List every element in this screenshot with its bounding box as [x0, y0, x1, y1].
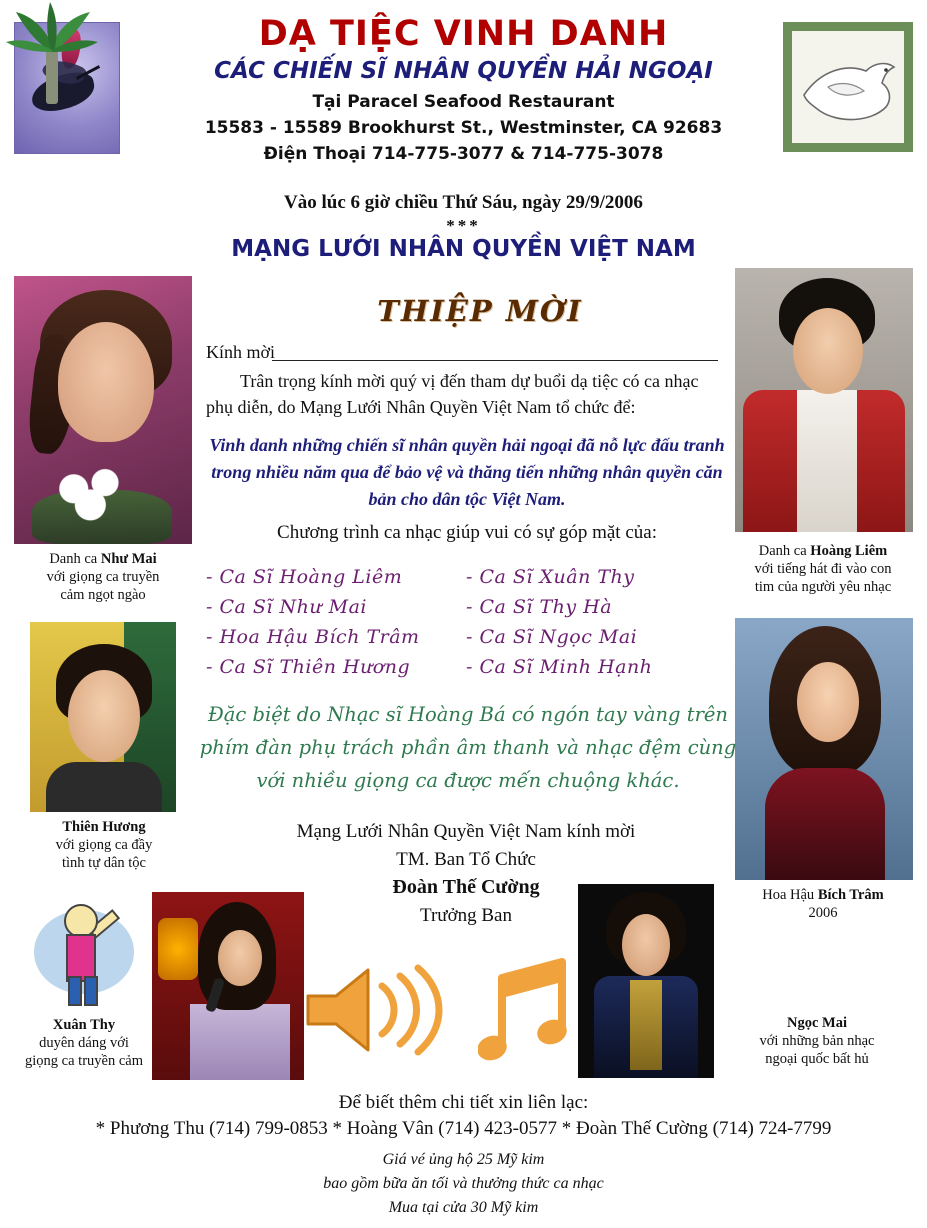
photo-bich-tram [735, 618, 913, 880]
venue-name: Tại Paracel Seafood Restaurant [312, 92, 615, 112]
caption-name: Xuân Thy [52, 1017, 116, 1033]
divider-stars: *** [446, 216, 481, 235]
cartoon-leg-right-shape [84, 976, 98, 1006]
face-shape [68, 670, 140, 762]
dress-trim-shape [630, 980, 662, 1070]
list-item: - Ca Sĩ Minh Hạnh [466, 656, 653, 678]
price-line2: bao gồm bữa ăn tối và thưởng thức ca nhạc [323, 1175, 604, 1192]
name-blank-line [272, 360, 718, 361]
caption-bich-tram [733, 886, 913, 922]
cartoon-leg-left-shape [68, 976, 82, 1006]
price-line1: Giá vé ủng hộ 25 Mỹ kim [382, 1151, 545, 1168]
stage-light-shape [158, 918, 198, 980]
caption-name: Hoàng Liêm [810, 543, 888, 559]
caption-line2: với những bản nhạc [759, 1033, 875, 1050]
photo-nhu-mai [14, 276, 192, 544]
venue-address: 15583 - 15589 Brookhurst St., Westminster, CA 92683 [204, 118, 723, 138]
caption-line2: với tiếng hát đi vào con [754, 561, 892, 578]
caption-prefix: Hoa Hậu [762, 887, 818, 903]
list-item: - Ca Sĩ Xuân Thy [466, 566, 635, 588]
caption-line3: ngoại quốc bất hủ [765, 1051, 869, 1068]
invitation-paragraph: Trân trọng kính mời quý vị đến tham dự buổi dạ tiệc có ca nhạc phụ diễn, do Mạng Lưới Nhân Quyền Việt Nam tổ chức để: [206, 371, 699, 418]
face-shape [793, 308, 863, 394]
organization-name: MẠNG LƯỚI NHÂN QUYỀN VIỆT NAM [231, 236, 696, 262]
invitation-heading: THIỆP MỜI [377, 294, 583, 328]
closing-line1: Mạng Lưới Nhân Quyền Việt Nam kính mời [296, 821, 636, 842]
caption-line3: tình tự dân tộc [62, 855, 146, 872]
shirt-shape [797, 390, 857, 532]
cartoon-head-shape [64, 904, 98, 938]
flowers-shape [48, 464, 140, 526]
caption-xuan-thy [14, 1016, 154, 1070]
caption-nhu-mai [14, 550, 192, 604]
page-subtitle: CÁC CHIẾN SĨ NHÂN QUYỀN HẢI NGOẠI [214, 58, 713, 84]
caption-line2: với giọng ca đầy [55, 837, 153, 854]
event-datetime: Vào lúc 6 giờ chiều Thứ Sáu, ngày 29/9/2006 [284, 192, 643, 213]
caption-line3: giọng ca truyền cảm [25, 1053, 143, 1070]
closing-line2: TM. Ban Tổ Chức [396, 848, 536, 870]
face-shape [58, 322, 154, 442]
kinh-moi-label: Kính mời [206, 342, 276, 362]
caption-prefix: Danh ca [758, 543, 811, 559]
photo-hoang-liem [735, 268, 913, 532]
special-note: Đặc biệt do Nhạc sĩ Hoàng Bá có ngón tay vàng trên phím đàn phụ trách phần âm thanh và nhạc đệm cùng với nhiều giọng ca được mến chuộng khác. [199, 703, 737, 793]
program-intro: Chương trình ca nhạc giúp vui có sự góp mặt của: [277, 522, 657, 543]
invitation-purpose: Vinh danh những chiến sĩ nhân quyền hải ngoại đã nỗ lực đấu tranh trong nhiều năm qua để bảo vệ và thăng tiến những nhân quyền căn bản cho dân tộc Việt Nam. [209, 435, 725, 509]
list-item: - Ca Sĩ Thiên Hương [206, 656, 411, 678]
price-line3: Mua tại cửa 30 Mỹ kim [388, 1199, 539, 1216]
caption-hoang-liem [733, 542, 913, 596]
caption-prefix: Danh ca [49, 551, 101, 567]
caption-ngoc-mai [722, 1014, 912, 1068]
caption-thien-huong [14, 818, 194, 872]
face-shape [797, 662, 859, 742]
caption-name: Như Mai [100, 551, 157, 567]
caption-name: Bích Trâm [817, 887, 884, 903]
venue-phone: Điện Thoại 714-775-3077 & 714-775-3078 [263, 144, 664, 164]
list-item: - Hoa Hậu Bích Trâm [206, 626, 420, 648]
palm-fronds-icon [0, 0, 104, 70]
dress-shape [190, 1004, 290, 1080]
list-item: - Ca Sĩ Như Mai [206, 596, 367, 618]
caption-line2: với giọng ca truyền [46, 569, 160, 586]
speaker-icon [302, 962, 452, 1058]
torso-shape [46, 762, 162, 812]
list-item: - Ca Sĩ Hoàng Liêm [206, 566, 403, 588]
closing-block [206, 818, 726, 930]
ticket-price-block [0, 1148, 927, 1220]
contact-phones: * Phương Thu (714) 799-0853 * Hoàng Vân (714) 423-0577 * Đoàn Thế Cường (714) 724-7799 [95, 1118, 832, 1139]
caption-line3: tim của người yêu nhạc [754, 579, 892, 596]
caption-line2: 2006 [808, 905, 838, 922]
caption-line2: duyên dáng với [39, 1035, 129, 1052]
contact-label: Để biết thêm chi tiết xin liên lạc: [338, 1092, 589, 1113]
performer-list [206, 566, 726, 678]
list-item: - Ca Sĩ Ngọc Mai [466, 626, 638, 648]
face-shape [218, 930, 262, 986]
photo-thien-huong [30, 622, 176, 812]
signer-name: Đoàn Thế Cường [392, 876, 540, 899]
caption-name: Ngọc Mai [787, 1015, 847, 1031]
caption-name: Thiên Hương [62, 819, 146, 835]
cartoon-body-shape [66, 934, 96, 982]
caption-line3: cảm ngọt ngào [60, 587, 146, 604]
dress-shape [765, 768, 885, 880]
page-title: DẠ TIỆC VINH DANH [258, 14, 669, 54]
list-item: - Ca Sĩ Thy Hà [466, 596, 613, 618]
signer-role: Trưởng Ban [420, 905, 512, 927]
music-notes-icon [478, 952, 576, 1064]
singer-cartoon-artwork [30, 898, 138, 1010]
